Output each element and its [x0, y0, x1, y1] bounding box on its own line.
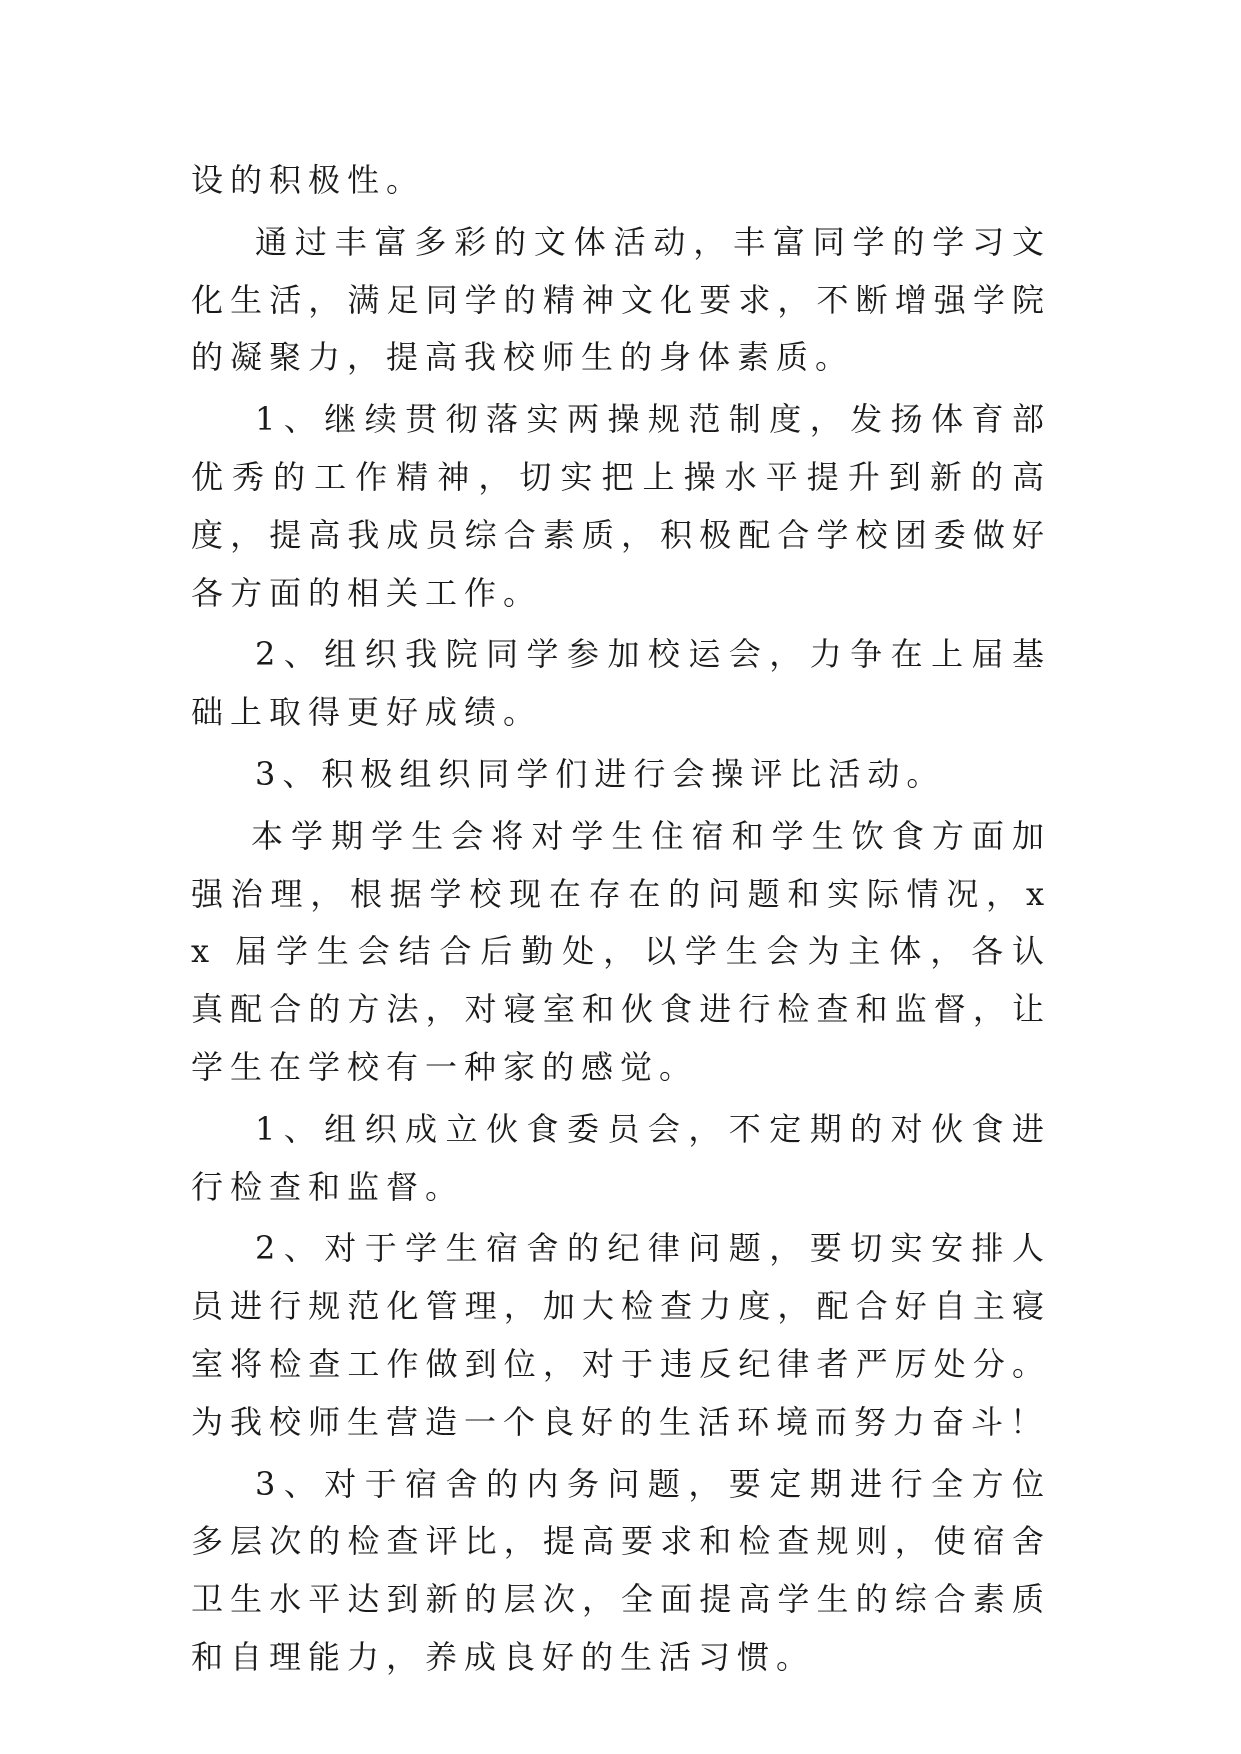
paragraph-item-1-exercise: 1、继续贯彻落实两操规范制度，发扬体育部优秀的工作精神，切实把上操水平提升到新的高度，提高我成员综合素质，积极配合学校团委做好各方面的相关工作。: [191, 400, 1051, 612]
paragraph-item-3-drill: 3、积极组织同学们进行会操评比活动。: [255, 754, 946, 793]
paragraph-item-1-food-committee: 1、组织成立伙食委员会，不定期的对伙食进行检查和监督。: [191, 1109, 1051, 1206]
document-body: [191, 152, 1051, 1691]
paragraph-item-2-sports-meet: 2、组织我院同学参加校运会，力争在上届基础上取得更好成绩。: [191, 635, 1051, 732]
paragraph-item-2-dorm-discipline: 2、对于学生宿舍的纪律问题，要切实安排人员进行规范化管理，加大检查力度，配合好自主寝室将检查工作做到位，对于违反纪律者严厉处分。为我校师生营造一个良好的生活环境而努力奋斗！: [191, 1229, 1051, 1441]
paragraph-item-3-dorm-hygiene: 3、对于宿舍的内务问题，要定期进行全方位多层次的检查评比，提高要求和检查规则，使宿舍卫生水平达到新的层次，全面提高学生的综合素质和自理能力，养成良好的生活习惯。: [191, 1464, 1051, 1676]
paragraph-culture-sports: 通过丰富多彩的文体活动，丰富同学的学习文化生活，满足同学的精神文化要求，不断增强学院的凝聚力，提高我校师生的身体素质。: [191, 222, 1051, 377]
paragraph-continuation: 设的积极性。: [191, 161, 426, 199]
paragraph-dorm-food: 本学期学生会将对学生住宿和学生饮食方面加强治理，根据学校现在存在的问题和实际情况，xx 届学生会结合后勤处，以学生会为主体，各认真配合的方法，对寝室和伙食进行检查和监督，让学生在学校有一种家的感觉。: [191, 816, 1051, 1086]
